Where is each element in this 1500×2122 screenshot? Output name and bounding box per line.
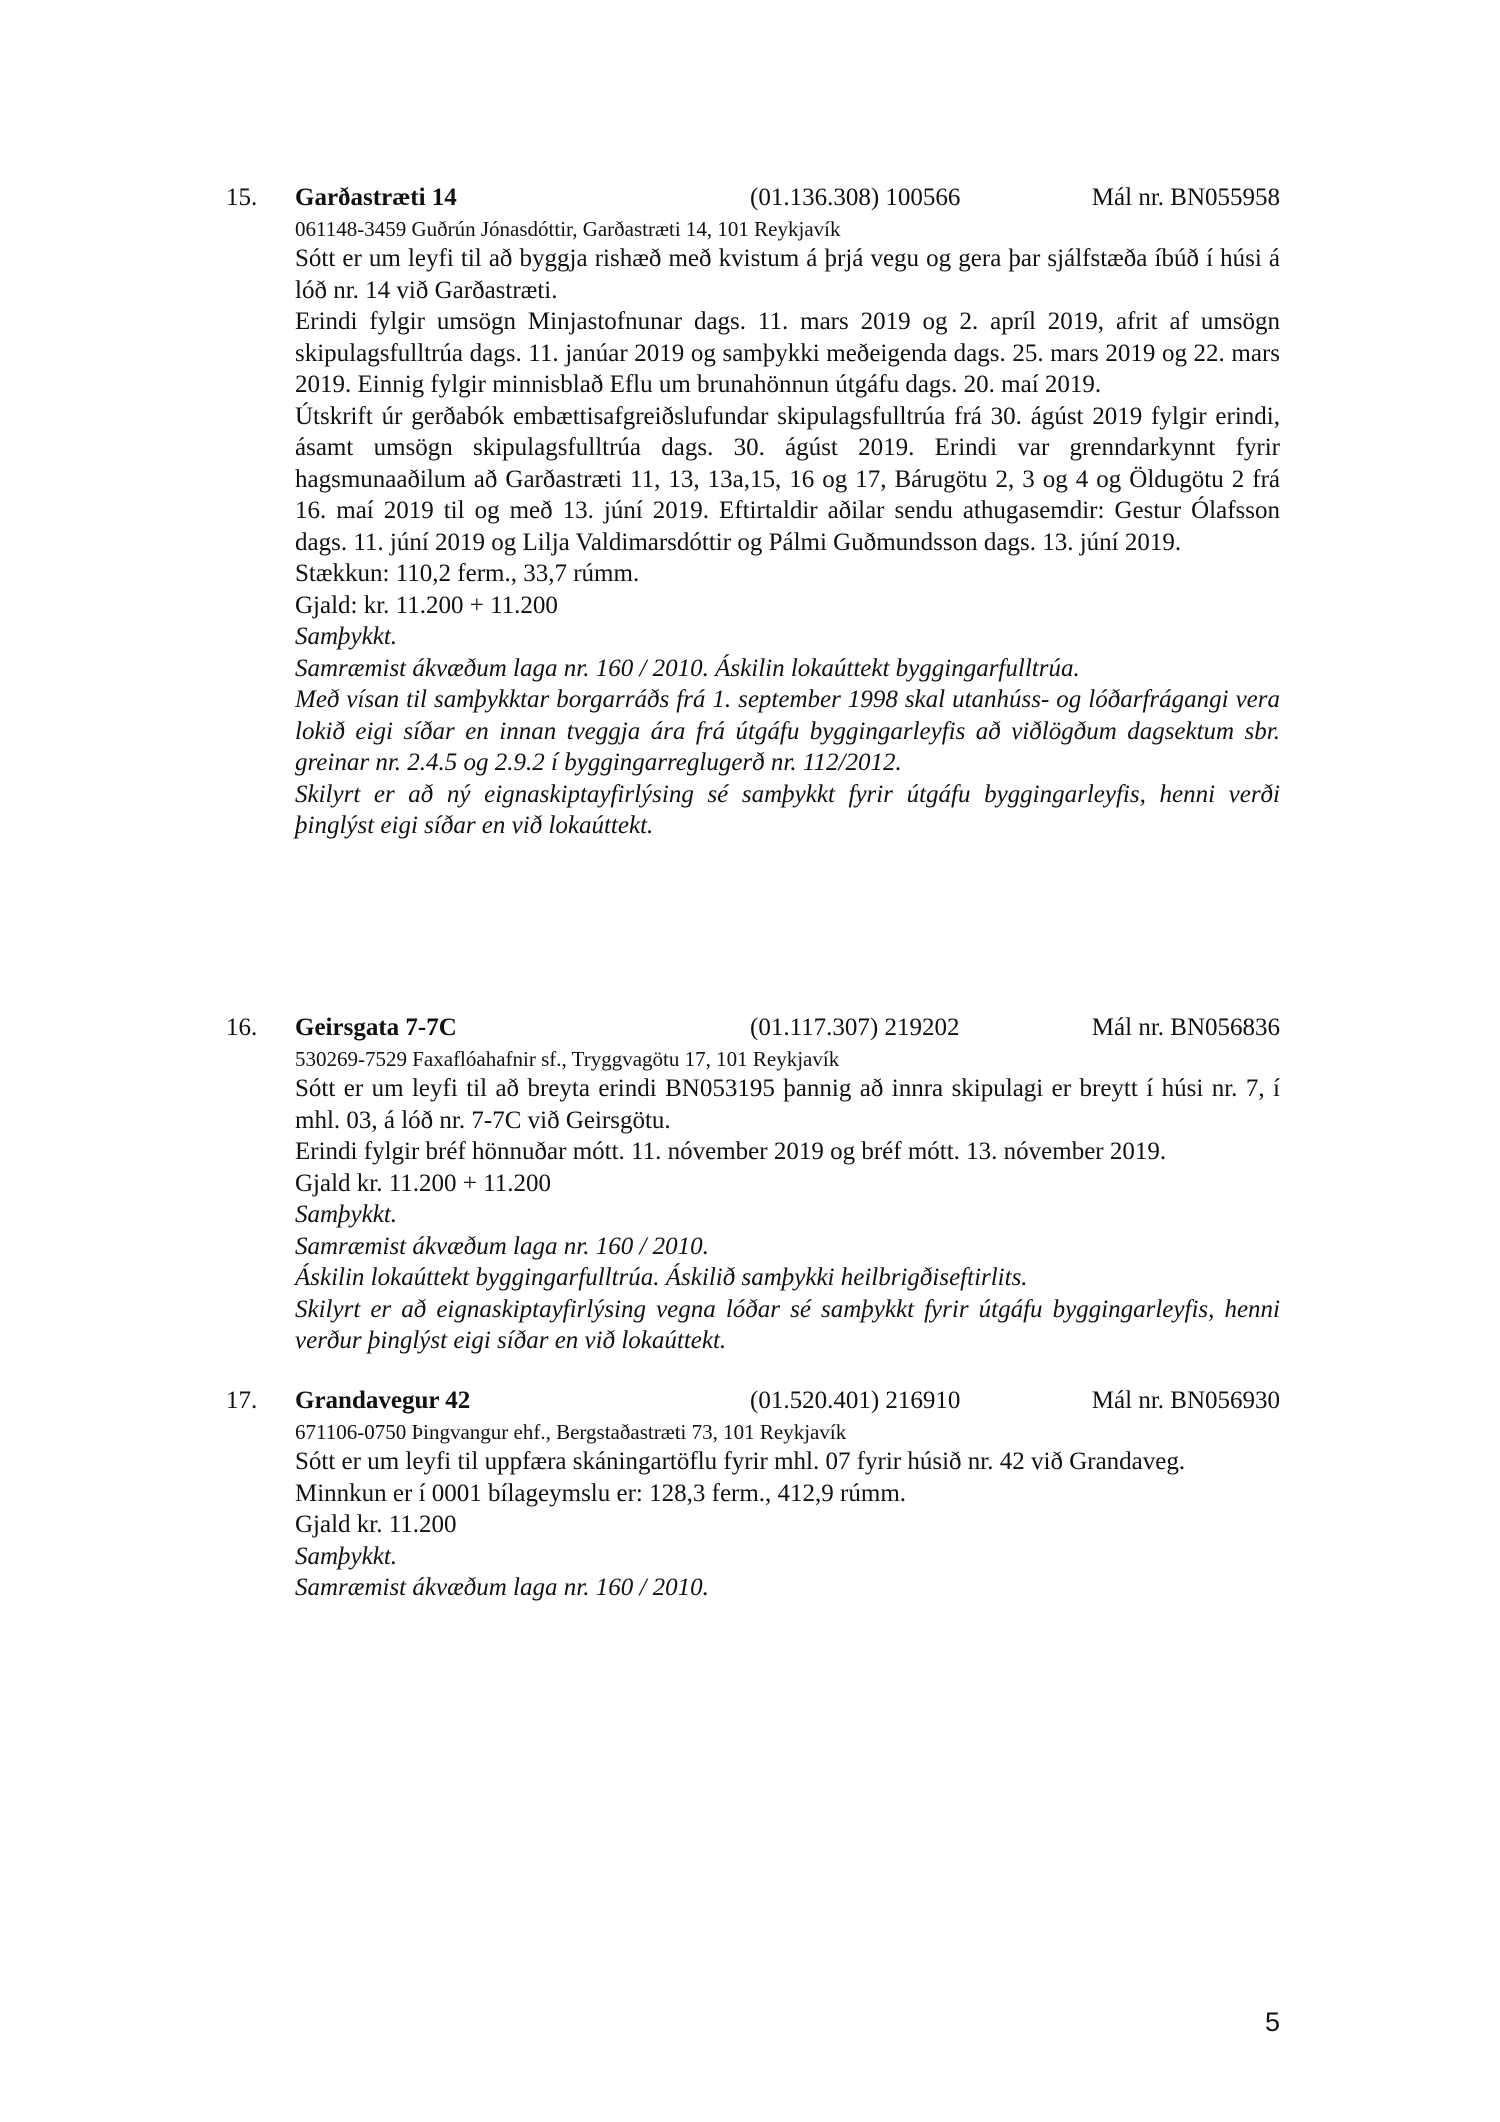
case-no: Mál nr. BN056836 bbox=[1091, 1014, 1280, 1041]
decision-line: Skilyrt er að ný eignaskiptayfirlýsing sé samþykkt fyrir útgáfu byggingarleyfis, henni verði þinglýst eigi síðar en við lokaúttekt. bbox=[295, 780, 1280, 839]
decision-line: Samræmist ákvæðum laga nr. 160 / 2010. bbox=[295, 1574, 709, 1601]
case-header bbox=[226, 1011, 1280, 1045]
land-id: (01.520.401) 216910 bbox=[750, 1387, 961, 1414]
applicant-line: 671106-0750 Þingvangur ehf., Bergstaðastræti 73, 101 Reykjavík bbox=[295, 1420, 847, 1444]
paragraph: Sótt er um leyfi til að byggja rishæð með kvistum á þrjá vegu og gera þar sjálfstæða íbúð í húsi á lóð nr. 14 við Garðastræti. bbox=[295, 245, 1280, 304]
paragraph: Gjald: kr. 11.200 + 11.200 bbox=[295, 591, 558, 619]
case-item-15 bbox=[226, 181, 1280, 842]
land-id: (01.136.308) 100566 bbox=[750, 184, 961, 211]
paragraph: Sótt er um leyfi til uppfæra skáningartöflu fyrir mhl. 07 fyrir húsið nr. 42 við Grandaveg. bbox=[295, 1448, 1186, 1475]
decision-line: Áskilin lokaúttekt byggingarfulltrúa. Áskilið samþykki heilbrigðiseftirlits. bbox=[295, 1264, 1028, 1291]
land-id: (01.117.307) 219202 bbox=[750, 1014, 960, 1041]
decision-line: Samþykkt. bbox=[295, 1201, 398, 1228]
decision-line: Samþykkt. bbox=[295, 1542, 398, 1570]
case-address: Grandavegur 42 bbox=[295, 1387, 471, 1414]
decision-line: Skilyrt er að eignaskiptayfirlýsing vegna lóðar sé samþykkt fyrir útgáfu byggingarleyfis, henni verður þinglýst eigi síðar en við lokaúttekt. bbox=[295, 1295, 1280, 1354]
case-header bbox=[226, 181, 1280, 215]
case-header bbox=[226, 1384, 1280, 1418]
case-address: Garðastræti 14 bbox=[295, 184, 457, 211]
paragraph: Útskrift úr gerðabók embættisafgreiðslufundar skipulagsfulltrúa frá 30. ágúst 2019 fylgir erindi, ásamt umsögn skipulagsfulltrúa dags. 30. ágúst 2019. Erindi var grenndarkynnt fyrir hagsmunaaðilum að Garðastræti 11, 13, 13a,15, 16 og 17, Bárugötu 2, 3 og 4 og Öldugötu 2 frá 16. maí 2019 til og með 13. júní 2019. Eftirtaldir aðilar sendu athugasemdir: Gestur Ólafsson dags. 11. júní 2019 og Lilja Valdimarsdóttir og Pálmi Guðmundsson dags. 13. júní 2019. bbox=[295, 402, 1280, 556]
case-number: 15. bbox=[226, 184, 258, 211]
case-item-17 bbox=[226, 1384, 1280, 1604]
applicant-line: 530269-7529 Faxaflóahafnir sf., Tryggvagötu 17, 101 Reykjavík bbox=[295, 1047, 840, 1071]
case-no: Mál nr. BN056930 bbox=[1091, 1387, 1280, 1414]
case-item-16 bbox=[226, 1011, 1280, 1357]
paragraph: Gjald kr. 11.200 bbox=[295, 1511, 457, 1538]
paragraph: Sótt er um leyfi til að breyta erindi BN053195 þannig að innra skipulagi er breytt í húsi nr. 7, í mhl. 03, á lóð nr. 7-7C við Geirsgötu. bbox=[295, 1075, 1280, 1134]
case-number: 17. bbox=[226, 1387, 258, 1414]
decision-line: Samræmist ákvæðum laga nr. 160 / 2010. bbox=[295, 1232, 709, 1260]
paragraph: Stækkun: 110,2 ferm., 33,7 rúmm. bbox=[295, 560, 640, 587]
paragraph: Erindi fylgir bréf hönnuðar mótt. 11. nóvember 2019 og bréf mótt. 13. nóvember 2019. bbox=[295, 1138, 1167, 1165]
decision-line: Samþykkt. bbox=[295, 623, 398, 650]
case-number: 16. bbox=[226, 1014, 258, 1041]
case-address: Geirsgata 7-7C bbox=[295, 1014, 457, 1041]
paragraph: Gjald kr. 11.200 + 11.200 bbox=[295, 1169, 551, 1197]
applicant-line: 061148-3459 Guðrún Jónasdóttir, Garðastræti 14, 101 Reykjavík bbox=[295, 217, 841, 241]
case-no: Mál nr. BN055958 bbox=[1091, 184, 1280, 211]
paragraph: Minnkun er í 0001 bílageymslu er: 128,3 ferm., 412,9 rúmm. bbox=[295, 1479, 907, 1507]
decision-line: Með vísan til samþykktar borgarráðs frá 1. september 1998 skal utanhúss- og lóðarfrágangi vera lokið eigi síðar en innan tveggja ára frá útgáfu byggingarleyfis að viðlögðum dagsektum sbr. greinar nr. 2.4.5 og 2.9.2 í byggingarreglugerð nr. 112/2012. bbox=[295, 686, 1280, 776]
page-number: 5 bbox=[1264, 2007, 1280, 2037]
decision-line: Samræmist ákvæðum laga nr. 160 / 2010. Áskilin lokaúttekt byggingarfulltrúa. bbox=[295, 654, 1080, 682]
paragraph: Erindi fylgir umsögn Minjastofnunar dags. 11. mars 2019 og 2. apríl 2019, afrit af umsögn skipulagsfulltrúa dags. 11. janúar 2019 og samþykki meðeigenda dags. 25. mars 2019 og 22. mars 2019. Einnig fylgir minnisblað Eflu um brunahönnun útgáfu dags. 20. maí 2019. bbox=[295, 308, 1280, 398]
